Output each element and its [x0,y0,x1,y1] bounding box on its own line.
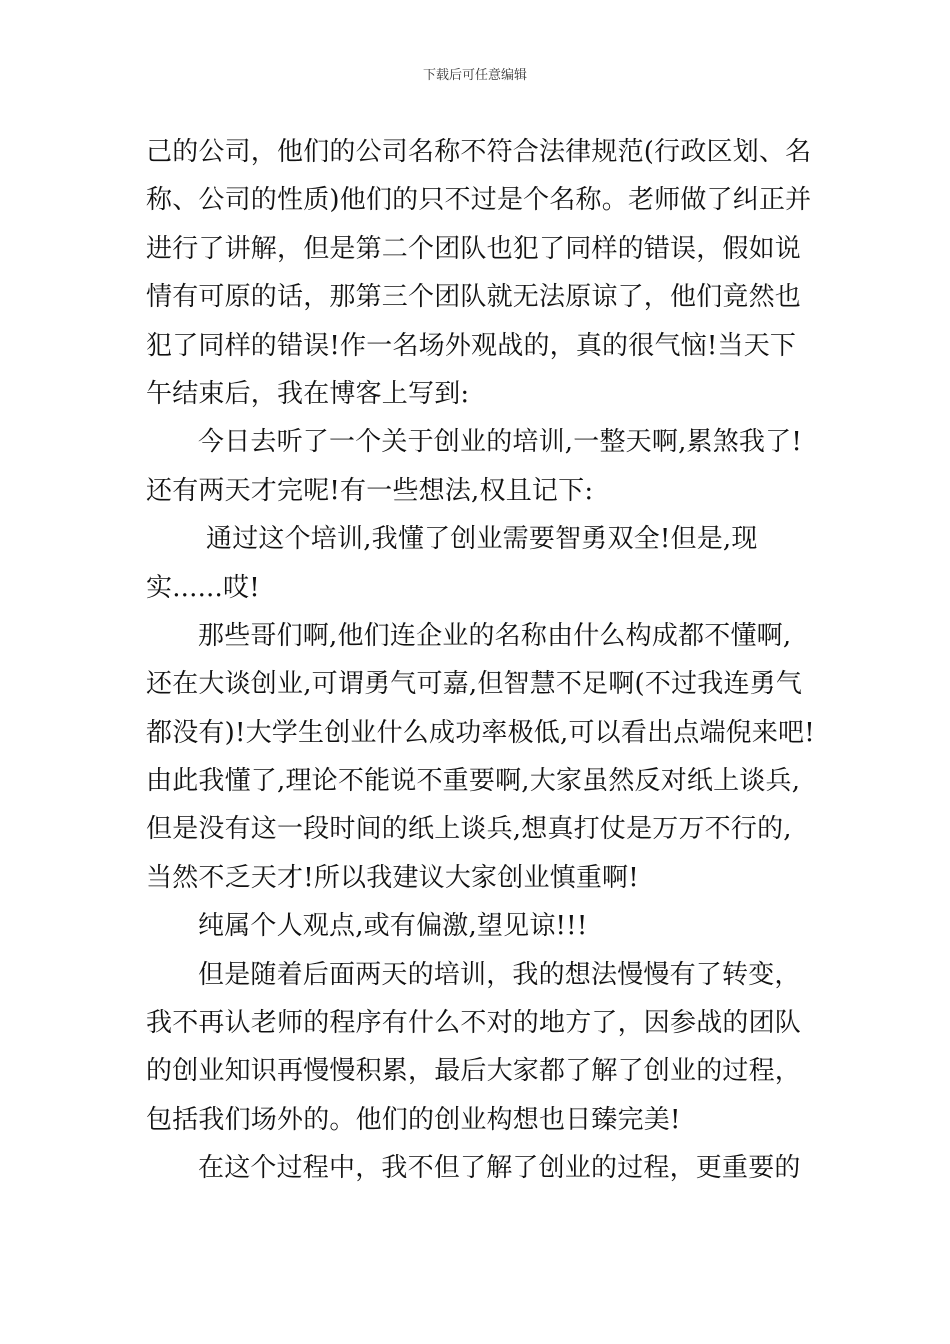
text-line: 包括我们场外的。他们的创业构想也日臻完美! [146,1104,681,1135]
text-line: 情有可原的话，那第三个团队就无法原谅了，他们竟然也 [146,282,802,313]
text-line: 通过这个培训,我懂了创业需要智勇双全!但是,现 [206,524,758,555]
text-line: 己的公司，他们的公司名称不符合法律规范(行政区划、名 [146,137,812,167]
text-line: 犯了同样的错误!作一名场外观战的，真的很气恼!当天下 [146,330,797,361]
text-line: 还在大谈创业,可谓勇气可嘉,但智慧不足啊(不过我连勇气 [146,669,803,700]
text-line: 还有两天才完呢!有一些想法,权且记下: [146,475,594,506]
text-line: 今日去听了一个关于创业的培训,一整天啊,累煞我了! [198,427,802,458]
page-header: 下载后可任意编辑 [422,68,527,83]
text-line: 称、公司的性质)他们的只不过是个名称。老师做了纠正并 [146,185,812,216]
text-line: 那些哥们啊,他们连企业的名称由什么构成都不懂啊, [198,620,792,651]
text-line: 当然不乏天才!所以我建议大家创业慎重啊! [146,862,639,893]
document-body [146,128,815,1193]
text-line: 都没有)!大学生创业什么成功率极低,可以看出点端倪来吧! [146,717,815,748]
text-line: 实......哎! [146,572,260,603]
text-line: 在这个过程中，我不但了解了创业的过程，更重要的 [198,1153,801,1184]
text-line: 但是随着后面两天的培训，我的想法慢慢有了转变， [198,959,801,990]
text-line: 进行了讲解，但是第二个团队也犯了同样的错误，假如说 [146,233,802,264]
text-line: 纯属个人观点,或有偏激,望见谅!!! [198,911,588,942]
text-line: 午结束后，我在博客上写到: [146,378,470,409]
text-line: 由此我懂了,理论不能说不重要啊,大家虽然反对纸上谈兵, [146,766,801,797]
text-line: 的创业知识再慢慢积累，最后大家都了解了创业的过程， [146,1056,802,1087]
text-line: 但是没有这一段时间的纸上谈兵,想真打仗是万万不行的, [146,814,792,845]
text-line: 我不再认老师的程序有什么不对的地方了，因参战的团队 [146,1008,802,1039]
